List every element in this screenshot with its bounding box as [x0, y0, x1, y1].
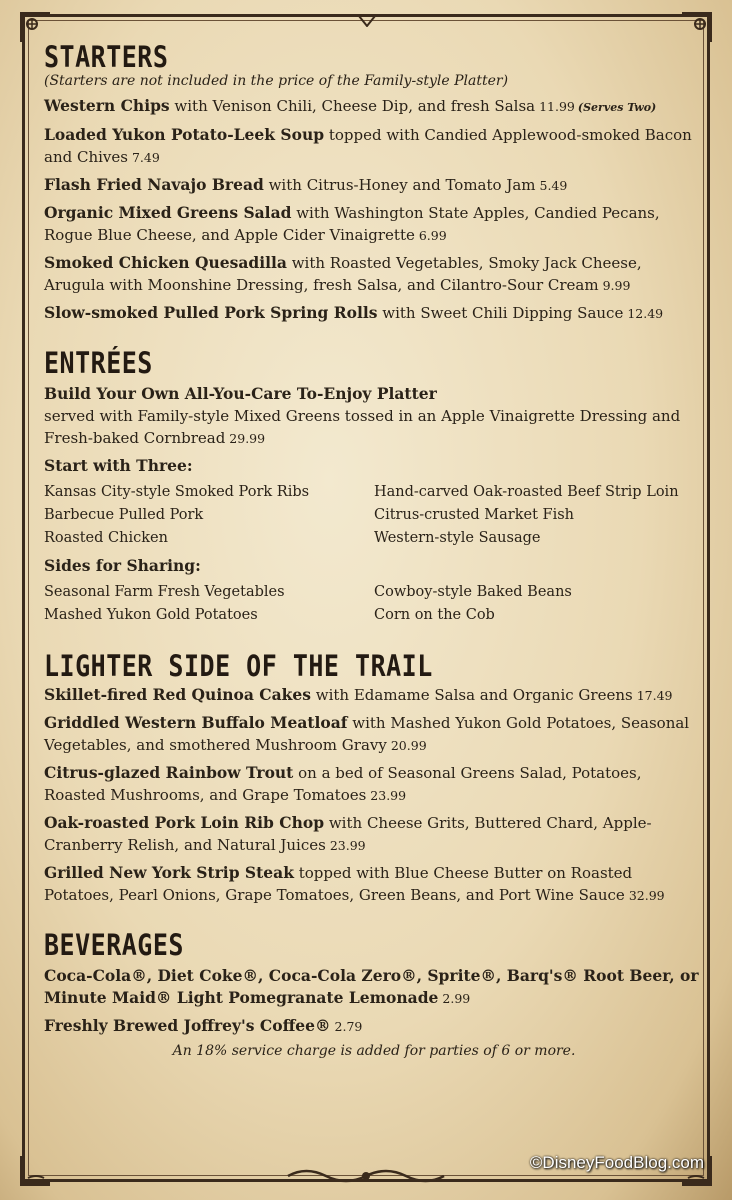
sodas-list: Coca-Cola®, Diet Coke®, Coca-Cola Zero®, Sprite®, Barq's® Root Beer, or Minute Maid® Light Pomegranate Lemonade	[44, 966, 699, 1007]
menu-content	[44, 40, 704, 1059]
list-item: Citrus-crusted Market Fish	[374, 507, 575, 523]
platter-desc: served with Family-style Mixed Greens tossed in an Apple Vinaigrette Dressing and Fresh-baked Cornbread	[44, 407, 681, 447]
start-with-three-heading: Start with Three:	[44, 456, 193, 475]
spacer	[44, 912, 704, 928]
menu-item	[44, 252, 704, 297]
item-desc: topped with Candied Applewood-smoked Bacon and Chives	[44, 126, 692, 166]
starters-note: (Starters are not included in the price of the Family-style Platter)	[44, 73, 509, 89]
item-price: 5.49	[539, 178, 568, 193]
section-title-entrees: ENTRÉES	[44, 346, 153, 381]
item-name: Skillet-fired Red Quinoa Cakes	[44, 685, 311, 704]
section-title-beverages: BEVERAGES	[44, 928, 184, 963]
sides-right-column	[374, 581, 704, 627]
beverage-item	[44, 965, 704, 1010]
menu-item	[44, 302, 704, 325]
item-name: Flash Fried Navajo Bread	[44, 175, 264, 194]
list-item: Kansas City-style Smoked Pork Ribs	[44, 484, 310, 500]
item-desc: on a bed of Seasonal Greens Salad, Potatoes, Roasted Mushrooms, and Grape Tomatoes	[44, 764, 642, 804]
item-price: 17.49	[636, 688, 673, 703]
menu-item	[44, 95, 704, 119]
menu-item	[44, 812, 704, 857]
list-item: Hand-carved Oak-roasted Beef Strip Loin	[374, 484, 679, 500]
item-name: Citrus-glazed Rainbow Trout	[44, 763, 294, 782]
coffee-price: 2.79	[334, 1019, 363, 1034]
list-item: Western-style Sausage	[374, 530, 541, 546]
item-price: 20.99	[390, 738, 427, 753]
item-price: 9.99	[602, 278, 631, 293]
item-desc: topped with Blue Cheese Butter on Roasted Potatoes, Pearl Onions, Grape Tomatoes, Green Beans, and Port Wine Sauce	[44, 864, 633, 904]
menu-item	[44, 202, 704, 247]
list-item: Corn on the Cob	[374, 607, 495, 623]
sides-left-column	[44, 581, 374, 627]
start-right-column	[374, 481, 704, 550]
item-serves: (Serves Two)	[577, 101, 657, 114]
item-desc: with Washington State Apples, Candied Pecans, Rogue Blue Cheese, and Apple Cider Vinaigrette	[44, 204, 660, 244]
corner-ornament-icon	[18, 10, 52, 44]
item-desc: with Mashed Yukon Gold Potatoes, Seasonal Vegetables, and smothered Mushroom Gravy	[44, 714, 690, 754]
start-left-column	[44, 481, 374, 550]
coffee-name: Freshly Brewed Joffrey's Coffee®	[44, 1016, 331, 1035]
sides-list	[44, 581, 704, 627]
corner-ornament-icon	[18, 1154, 52, 1188]
section-title-lighter-side: LIGHTER SIDE OF THE TRAIL	[44, 649, 433, 684]
platter-name: Build Your Own All-You-Care To-Enjoy Platter	[44, 384, 437, 403]
list-item: Cowboy-style Baked Beans	[374, 584, 572, 600]
item-desc: with Roasted Vegetables, Smoky Jack Cheese, Arugula with Moonshine Dressing, fresh Salsa, and Cilantro-Sour Cream	[44, 254, 642, 294]
item-name: Loaded Yukon Potato-Leek Soup	[44, 125, 325, 144]
list-item: Seasonal Farm Fresh Vegetables	[44, 584, 285, 600]
item-name: Grilled New York Strip Steak	[44, 863, 294, 882]
menu-item	[44, 712, 704, 757]
menu-item	[44, 174, 704, 197]
item-price: 23.99	[329, 838, 366, 853]
item-price: 32.99	[628, 888, 665, 903]
list-item: Mashed Yukon Gold Potatoes	[44, 607, 258, 623]
item-price: 23.99	[370, 788, 407, 803]
top-notch-ornament-icon	[358, 12, 376, 31]
item-name: Smoked Chicken Quesadilla	[44, 253, 287, 272]
sodas-price: 2.99	[442, 991, 471, 1006]
start-with-three-list	[44, 481, 704, 550]
item-name: Slow-smoked Pulled Pork Spring Rolls	[44, 303, 378, 322]
item-desc: with Sweet Chili Dipping Sauce	[377, 304, 624, 322]
watermark: ©DisneyFoodBlog.com	[529, 1153, 704, 1172]
item-price: 12.49	[627, 306, 664, 321]
bottom-scroll-ornament-icon	[286, 1166, 446, 1190]
menu-item	[44, 862, 704, 907]
sides-heading: Sides for Sharing:	[44, 556, 201, 575]
service-charge-note: An 18% service charge is added for parties of 6 or more.	[172, 1043, 576, 1059]
item-name: Oak-roasted Pork Loin Rib Chop	[44, 813, 325, 832]
corner-ornament-icon	[680, 10, 714, 44]
platter-price: 29.99	[229, 431, 266, 446]
platter-item	[44, 383, 704, 450]
item-desc: with Edamame Salsa and Organic Greens	[310, 686, 633, 704]
item-price: 7.49	[131, 150, 160, 165]
item-desc: with Cheese Grits, Buttered Chard, Apple-Cranberry Relish, and Natural Juices	[44, 814, 652, 854]
section-title-starters: STARTERS	[44, 40, 169, 75]
list-item: Barbecue Pulled Pork	[44, 507, 204, 523]
menu-item	[44, 684, 704, 707]
item-desc: with Venison Chili, Cheese Dip, and fresh Salsa	[169, 97, 536, 115]
list-item: Roasted Chicken	[44, 530, 168, 546]
menu-item	[44, 124, 704, 169]
item-price: 6.99	[418, 228, 447, 243]
item-name: Western Chips	[44, 96, 170, 115]
item-name: Griddled Western Buffalo Meatloaf	[44, 713, 348, 732]
beverage-item	[44, 1015, 704, 1038]
item-price: 11.99	[539, 99, 575, 114]
spacer	[44, 633, 704, 649]
item-name: Organic Mixed Greens Salad	[44, 203, 292, 222]
menu-item	[44, 762, 704, 807]
spacer	[44, 330, 704, 346]
item-desc: with Citrus-Honey and Tomato Jam	[263, 176, 536, 194]
